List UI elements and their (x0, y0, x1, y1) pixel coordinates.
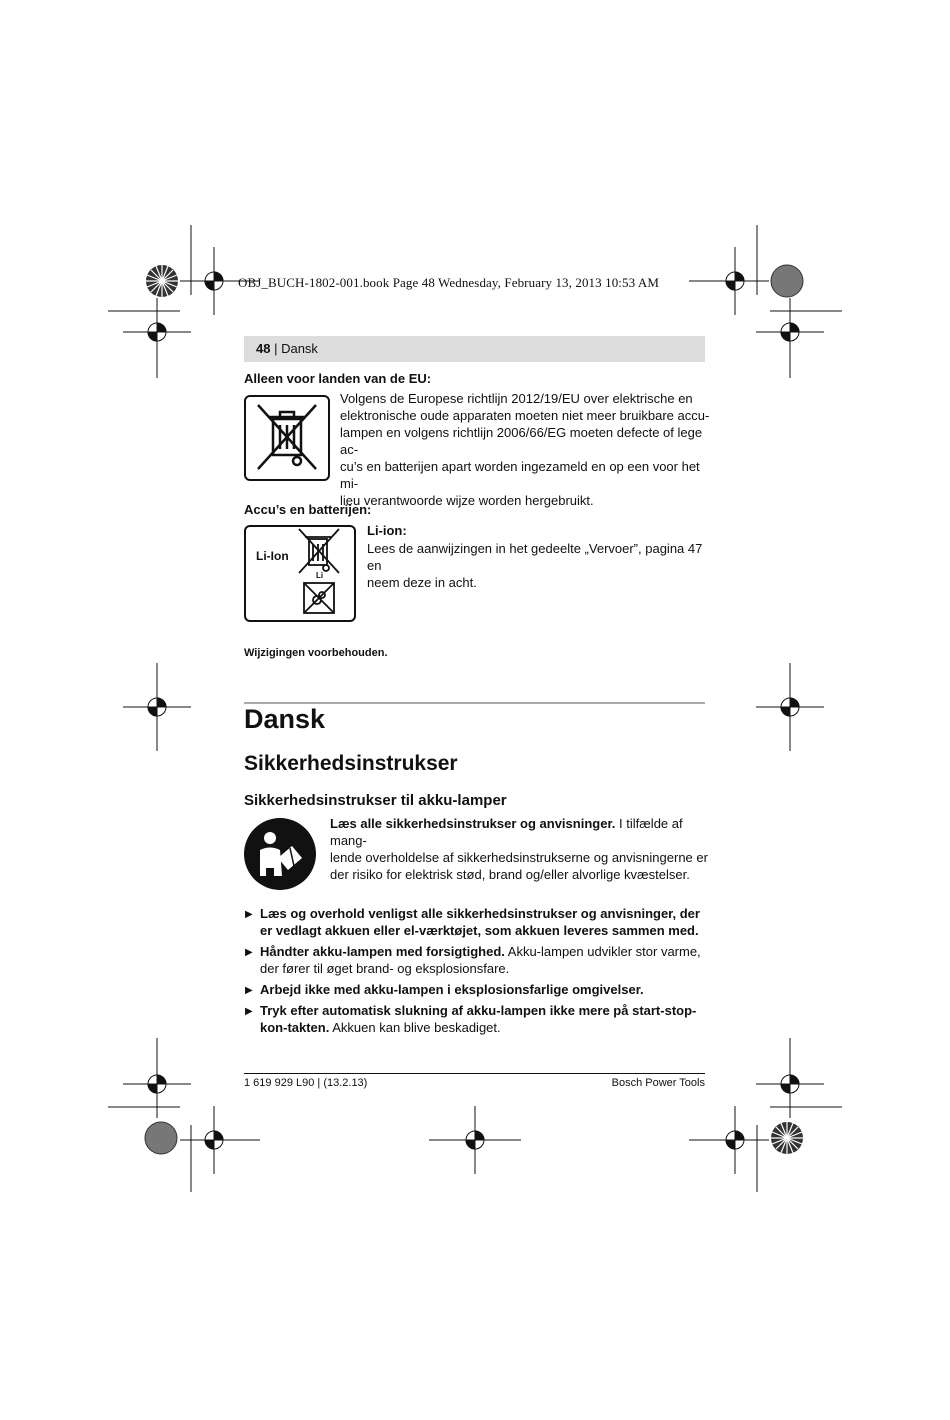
page-header (256, 341, 318, 356)
li-ion-recycling-icon (244, 525, 356, 622)
safety-bullet-list (244, 905, 706, 1040)
section-sub-subtitle: Sikkerhedsinstrukser til akku-lamper (244, 792, 507, 809)
safety-bullet (244, 1002, 706, 1036)
eu-heading: Alleen voor landen van de EU: (244, 371, 432, 386)
bullet-arrow-icon: ▶ (245, 985, 253, 996)
page-header-language: Dansk (281, 341, 318, 356)
safety-intro-bold: Læs alle sikkerhedsinstrukser og anvisninger. (330, 816, 616, 831)
safety-intro (330, 815, 710, 883)
li-ion-text-line: Lees de aanwijzingen in het gedeelte „Vervoer”, pagina 47 en (367, 541, 703, 573)
safety-bullet (244, 905, 706, 939)
bullet-arrow-icon: ▶ (245, 947, 253, 958)
bullet-bold-text: Læs og overhold venligst alle sikkerhedsinstrukser og anvisninger, der er vedlagt akkuen eller el-værktøjet, som akkuen leveres sammen med. (260, 906, 700, 938)
li-sub-label: Li (316, 571, 324, 580)
eu-text-line: elektronische oude apparaten moeten niet meer bruikbare accu- (340, 408, 710, 423)
footer-right: Bosch Power Tools (611, 1077, 705, 1089)
gray-target-bottom-left (145, 1122, 177, 1154)
star-target-top-left (146, 265, 178, 297)
safety-intro-line: lende overholdelse af sikkerhedsinstrukserne og anvisningerne er (330, 850, 708, 865)
page-number: 48 (256, 341, 271, 356)
safety-bullet (244, 981, 706, 998)
li-ion-text-line: neem deze in acht. (367, 575, 477, 590)
crossed-out-wheelie-bin-icon (244, 395, 330, 481)
star-target-bottom-right (771, 1122, 803, 1154)
footer-rule (244, 1073, 705, 1074)
section-title: Dansk (244, 704, 326, 734)
eu-text-line: Volgens de Europese richtlijn 2012/19/EU over elektrische en (340, 391, 693, 406)
safety-bullet (244, 943, 706, 977)
page-header-separator: | (270, 341, 282, 356)
battery-heading: Accu’s en batterijen: (244, 502, 372, 517)
li-ion-heading: Li-ion: (367, 523, 407, 538)
li-ion-text (367, 540, 712, 591)
bullet-text: Akku-lampen udvikler stor varme, der fører til øget brand- og eksplosionsfare. (260, 944, 701, 976)
bullet-arrow-icon: ▶ (245, 1006, 253, 1017)
bullet-bold-text: Arbejd ikke med akku-lampen i eksplosionsfarlige omgivelser. (260, 982, 644, 997)
bullet-bold-text: Tryk efter automatisk slukning af akku-lampen ikke mere på start-stop-kon-takten. (260, 1003, 697, 1035)
file-header: OBJ_BUCH-1802-001.book Page 48 Wednesday, February 13, 2013 10:53 AM (238, 275, 660, 290)
read-manual-icon (244, 818, 316, 890)
eu-text-line: cu’s en batterijen apart worden ingezameld en op een voor het mi- (340, 459, 700, 491)
bullet-bold-text: Håndter akku-lampen med forsigtighed. (260, 944, 505, 959)
changes-note: Wijzigingen voorbehouden. (244, 647, 388, 659)
eu-text (340, 390, 710, 509)
footer-left: 1 619 929 L90 | (13.2.13) (244, 1077, 368, 1089)
eu-text-line: lieu verantwoorde wijze worden hergebruikt. (340, 493, 594, 508)
page-header-bar (244, 336, 705, 362)
safety-intro-line: I tilfælde af mang- (330, 816, 683, 848)
eu-text-line: lampen en volgens richtlijn 2006/66/EG moeten defecte of lege ac- (340, 425, 703, 457)
gray-target-top-right (771, 265, 803, 297)
li-ion-icon-label: Li-Ion (256, 549, 289, 563)
bullet-text: Akkuen kan blive beskadiget. (329, 1020, 501, 1035)
safety-intro-line: der risiko for elektrisk stød, brand og/eller alvorlige kvæstelser. (330, 867, 690, 882)
section-subtitle: Sikkerhedsinstrukser (244, 752, 458, 775)
bullet-arrow-icon: ▶ (245, 909, 253, 920)
